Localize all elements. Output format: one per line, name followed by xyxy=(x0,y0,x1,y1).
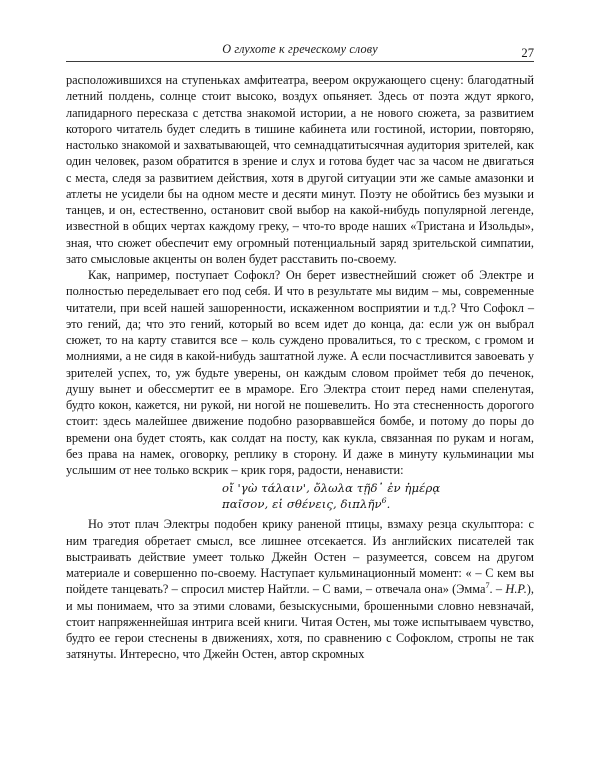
paragraph-2: Как, например, поступает Софокл? Он берет известнейший сюжет об Электре и полностью переделывает его под себя. И что в результате мы видим – мы, современные читатели, при всей нашей зашоренности, искаженном восприятии и т.д.? Что Софокл – это гений, да; что это гений, который во всем идет до конца, да: если уж он выбрал сюжет, то на карту ставится все – коль суждено провалиться, то с треском, с громом и молниями, а не сидя в какой-нибудь заштатной луже. А если посчастливится завоевать у зрителей успех, то, уж будьте уверены, он каждым словом проймет тебя до печенок, душу вынет и обессмертит ее в мраморе. Его Электра стоит перед нами спеленутая, будто кокон, кажется, ни рукой, ни ногой не пошевелить. Но эта стесненность дорогого стоит: здесь малейшее движение подобно разорвавшейся бомбе, и потому до поры до времени она будет стоять, как солдат на посту, как кукла, связанная по рукам и ногам, без права на намек, оговорку, реплику в сторону. И даже в минуту кульминации мы услышим от нее только вскрик – крик горя, радости, ненависти: xyxy=(66,268,534,477)
paragraph-3 xyxy=(66,516,534,662)
greek-verse-line-2-text: παῖσον, εἰ σθένεις, διπλῆν xyxy=(222,496,382,511)
citation-separator: . – xyxy=(489,582,506,597)
greek-verse-final-punctuation: . xyxy=(386,496,391,511)
greek-verse-line-1: οἴ 'γὼ τάλαιν', ὄλωλα τῇδ᾽ ἐν ἡμέρᾳ xyxy=(222,481,441,496)
header-divider-rule xyxy=(66,61,534,62)
footnote-marker-7: 7 xyxy=(485,581,490,591)
greek-verse-quotation xyxy=(66,481,534,512)
paragraph-3-text-after-citation: ), и мы понимаем, что за этими словами, безыскусными, брошенными словно невзначай, стоит напряженнейшая интрига всей книги. Читая Остен, мы тоже испытываем чувство, будто ее герои стеснены в движениях, хотя, по сравнению с Софоклом, стропы не так затянуты. Интересно, что Джейн Остен, автор скромных xyxy=(66,582,534,662)
footnote-marker-6: 6 xyxy=(381,495,387,505)
paragraph-1: расположившихся на ступеньках амфитеатра, веером окружающего сцену: благодатный летний полдень, солнце стоит высоко, воздух опьяняет. Здесь от поэта ждут яркого, лапидарного пересказа с детства знакомой истории, а не нового сюжета, за развитием которого читатель будет следить в тишине кабинета или гостиной, истории, повторяю, настолько знакомой и захватывающей, что семнадцатитысячная аудитория зрителей, как один человек, разом обратится в зрение и слух и готова будет час за часом не двигаться с места, следя за развитием действия, хотя в другой ситуации эти же самые амазонки и атлеты не усидели бы на одном месте и десяти минут. Поэту не обойтись без музыки и танцев, и он, естественно, остановит свой выбор на какой-нибудь популярной легенде, известной в общих чертах каждому греку, – что-то вроде наших «Тристана и Изольды», зная, что сюжет обеспечит ему огромный потенциальный заряд зрительской симпатии, зато смысловые акценты он волен будет расставить по-своему. xyxy=(66,73,534,266)
running-head xyxy=(66,42,534,61)
greek-verse-line-2 xyxy=(222,497,534,513)
text-block xyxy=(66,72,534,663)
page-number: 27 xyxy=(521,46,534,60)
paragraph-3-text-before-citation: Но этот плач Электры подобен крику раненой птицы, взмаху резца скульптора: с ним трагедия обретает смысл, все лишнее отсекается. Из английских писателей так выстраивать действие умеет только Джейн Остен – разумеется, совсем на другом материале и совершенно по-своему. Наступает кульминационный момент: « – С кем вы пойдете танцевать? – спросил мистер Найтли. – С вами, – отвечала она» (Эмма xyxy=(66,517,534,597)
editor-initials: Н.Р. xyxy=(505,582,527,597)
running-head-title: О глухоте к греческому слову xyxy=(222,42,378,56)
